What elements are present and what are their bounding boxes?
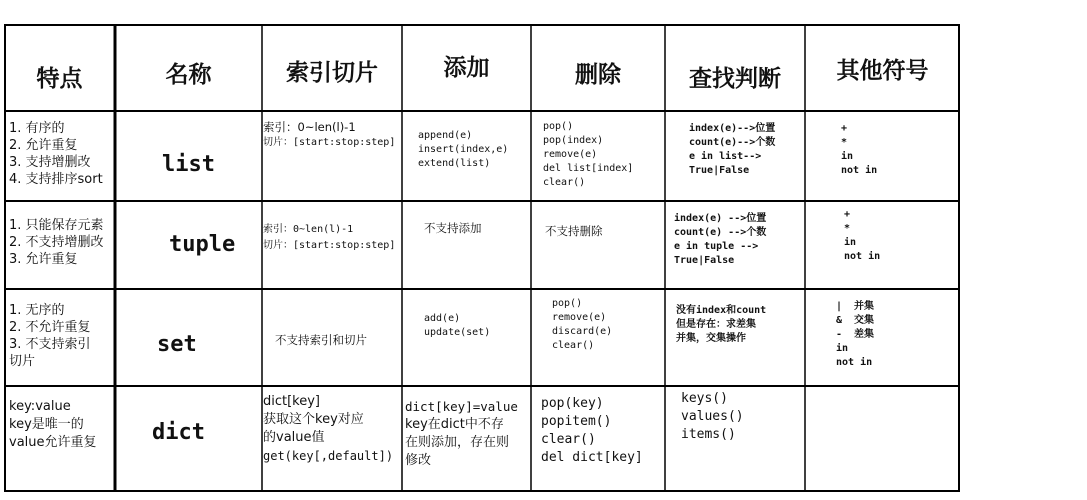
list-item: 4. 支持排序sort [9,172,103,187]
header-find: 查找判断 [689,66,781,92]
header-symbols: 其他符号 [836,58,929,84]
tuple-symbols [844,208,956,264]
set-add [424,312,530,340]
list-item: key:value [9,399,71,414]
list-item: 2. 不允许重复 [9,320,91,335]
tuple-features [9,217,115,268]
list-item: 并集，交集操作 [676,333,746,344]
tuple-find [674,212,804,268]
list-item: append(e) [418,130,473,141]
type-name-set: set [157,332,197,357]
tuple-add [424,220,530,236]
list-item: 1. 有序的 [9,121,65,136]
list-item: value允许重复 [9,435,97,450]
list-item: remove(e) [552,312,607,323]
list-item: e in list--> [689,151,762,162]
list-delete [543,120,663,190]
list-item: in [841,151,854,162]
list-item: clear() [541,432,596,447]
list-item: not in [836,357,873,368]
tuple-delete [545,223,663,239]
header-features: 特点 [36,66,83,92]
list-item: 索引：0~len(l)-1 [263,120,356,134]
list-item: update(set) [424,327,491,338]
list-item: not in [844,251,881,262]
list-item: insert(index,e) [418,144,509,155]
list-item: del dict[key] [541,450,643,465]
list-item: key是唯一的 [9,417,84,432]
list-item: dict[key] [263,394,321,409]
tuple-slicing [263,222,402,254]
list-item: pop(index) [543,135,604,146]
list-item: * [844,223,851,234]
list-item: 不支持添加 [424,221,482,235]
list-item: items() [681,427,736,442]
list-item: values() [681,409,744,424]
list-find [689,122,804,178]
header-delete: 删除 [575,62,621,88]
list-item: pop() [543,121,574,132]
list-item: 切片：[start:stop:step] [263,137,396,148]
header-slicing: 索引切片 [286,60,378,86]
list-item: 不支持索引和切片 [275,333,367,347]
set-symbols [836,300,956,370]
dict-delete [541,395,665,467]
list-item: 切片 [9,354,36,369]
header-name: 名称 [165,62,212,88]
list-item: keys() [681,391,728,406]
list-item: dict[key]=value [405,399,518,414]
list-item: count(e) -->个数 [674,227,767,238]
list-item: * [841,137,848,148]
header-add: 添加 [443,55,490,81]
list-item: & 交集 [836,315,875,326]
list-item: 切片：[start:stop:step] [263,240,396,251]
list-item: discard(e) [552,326,613,337]
list-slicing [263,119,402,151]
list-item: 在则添加，存在则 [405,435,510,450]
list-item: 2. 不支持增删改 [9,235,104,250]
list-item: key在dict中不存 [405,417,504,432]
list-add [418,129,530,171]
list-features [9,120,115,188]
list-item: count(e)-->个数 [689,137,776,148]
list-item: popitem() [541,414,612,429]
set-delete [552,297,664,353]
set-slicing [275,332,401,348]
list-item: | 并集 [836,301,875,312]
list-item: in [844,237,857,248]
list-symbols [841,122,956,178]
list-item: 不支持删除 [545,224,603,238]
list-item: + [844,209,851,220]
list-item: in [836,343,849,354]
dict-add [405,398,531,470]
list-item: clear() [543,177,586,188]
list-item: not in [841,165,878,176]
list-item: get(key[,default]) [263,449,394,463]
type-name-dict: dict [152,420,205,445]
list-item: 获取这个key对应 [263,412,364,427]
list-item: 1. 无序的 [9,303,65,318]
list-item: extend(list) [418,158,491,169]
list-item: True|False [674,255,735,266]
type-name-list: list [162,152,215,177]
list-item: 3. 允许重复 [9,252,78,267]
list-item: - 差集 [836,329,875,340]
dict-find [681,390,805,444]
list-item: remove(e) [543,149,598,160]
list-item: 但是存在：求差集 [676,319,756,330]
list-item: pop() [552,298,583,309]
list-item: 3. 不支持索引 [9,337,91,352]
list-item: del list[index] [543,163,634,174]
set-find [676,304,804,346]
list-item: True|False [689,165,750,176]
list-item: 3. 支持增删改 [9,155,91,170]
dict-slicing [263,393,402,465]
list-item: 1. 只能保存元素 [9,218,104,233]
list-item: 没有index和count [676,305,767,316]
type-name-tuple: tuple [169,232,236,257]
list-item: index(e)-->位置 [689,123,776,134]
list-item: clear() [552,340,595,351]
list-item: e in tuple --> [674,241,759,252]
list-item: index(e) -->位置 [674,213,767,224]
list-item: 索引：0~len(l)-1 [263,224,354,235]
set-features [9,302,115,370]
dict-features [9,398,115,452]
list-item: + [841,123,848,134]
list-item: pop(key) [541,396,604,411]
python-collections-table [4,24,960,492]
list-item: add(e) [424,313,461,324]
list-item: 的value值 [263,430,325,445]
list-item: 2. 允许重复 [9,138,78,153]
list-item: 修改 [405,453,432,468]
